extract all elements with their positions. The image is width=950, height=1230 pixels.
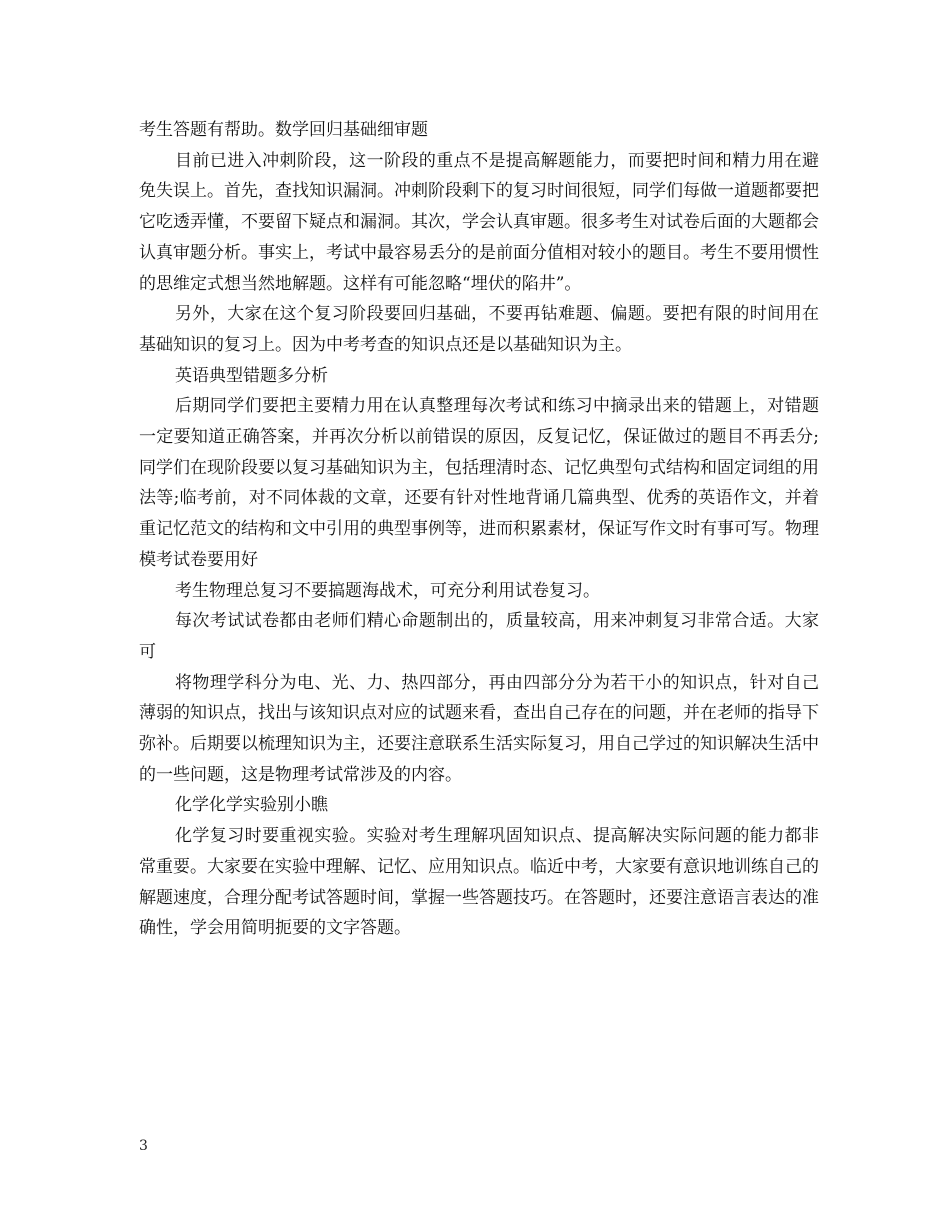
paragraph-chemistry: 化学复习时要重视实验。实验对考生理解巩固知识点、提高解决实际问题的能力都非常重要。大家要在实验中理解、记忆、应用知识点。临近中考，大家要有意识地训练自己的解题速度，合理分配考试答题时间，掌握一些答题技巧。在答题时，还要注意语言表达的准确性，学会用简明扼要的文字答题。	[139, 826, 819, 939]
document-body	[139, 115, 819, 944]
heading-chemistry: 化学化学实验别小瞧	[175, 795, 328, 816]
paragraph-english: 后期同学们要把主要精力用在认真整理每次考试和练习中摘录出来的错题上，对错题一定要知道正确答案，并再次分析以前错误的原因，反复记忆，保证做过的题目不再丢分;同学们在现阶段要以复习基础知识为主，包括理清时态、记忆典型句式结构和固定词组的用法等;临考前，对不同体裁的文章，还要有针对性地背诵几篇典型、优秀的英语作文，并着重记忆范文的结构和文中引用的典型事例等，进而积累素材，保证写作文时有事可写。物理模考试卷要用好	[139, 396, 819, 570]
paragraph-physics-intro: 考生物理总复习不要搞题海战术，可充分利用试卷复习。	[175, 580, 600, 601]
paragraph-sprint-stage: 目前已进入冲刺阶段，这一阶段的重点不是提高解题能力，而要把时间和精力用在避免失误上。首先，查找知识漏洞。冲刺阶段剩下的复习时间很短，同学们每做一道题都要把它吃透弄懂，不要留下疑点和漏洞。其次，学会认真审题。很多考生对试卷后面的大题都会认真审题分析。事实上，考试中最容易丢分的是前面分值相对较小的题目。考生不要用惯性的思维定式想当然地解题。这样有可能忽略“埋伏的陷井”。	[139, 150, 819, 294]
paragraph-physics-method: 将物理学科分为电、光、力、热四部分，再由四部分分为若干小的知识点，针对自己薄弱的知识点，找出与该知识点对应的试题来看，查出自己存在的问题，并在老师的指导下弥补。后期要以梳理知识为主，还要注意联系生活实际复习，用自己学过的知识解决生活中的一些问题，这是物理考试常涉及的内容。	[139, 672, 819, 785]
paragraph-return-basics: 另外，大家在这个复习阶段要回归基础，不要再钻难题、偏题。要把有限的时间用在基础知识的复习上。因为中考考查的知识点还是以基础知识为主。	[139, 304, 819, 355]
heading-english: 英语典型错题多分析	[175, 365, 328, 386]
paragraph-math-tail: 考生答题有帮助。数学回归基础细审题	[139, 120, 428, 140]
paragraph-physics-papers: 每次考试试卷都由老师们精心命题制出的，质量较高，用来冲刺复习非常合适。大家可	[139, 611, 819, 662]
page-number: 3	[139, 1138, 148, 1154]
